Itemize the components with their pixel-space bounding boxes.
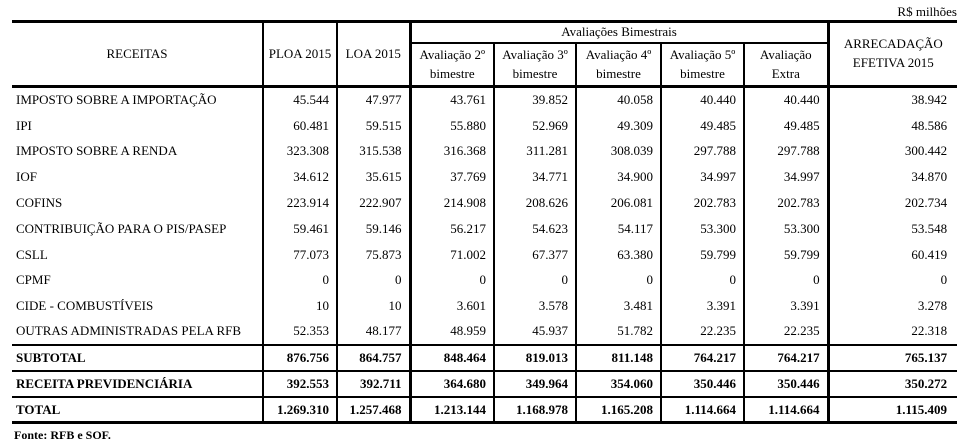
value-cell: 3.391 [744, 293, 828, 319]
value-cell: 308.039 [576, 138, 661, 164]
value-cell: 349.964 [494, 371, 576, 397]
value-cell: 222.907 [337, 190, 410, 216]
value-cell: 59.461 [263, 216, 337, 242]
value-cell: 55.880 [410, 113, 494, 139]
value-cell: 848.464 [410, 345, 494, 371]
value-cell: 1.114.664 [661, 397, 744, 423]
value-cell: 22.235 [661, 319, 744, 345]
subheader-line1: Avaliação 3º [502, 46, 568, 62]
value-cell: 40.440 [661, 87, 744, 113]
value-cell: 40.058 [576, 87, 661, 113]
value-cell: 3.481 [576, 293, 661, 319]
value-cell: 56.217 [410, 216, 494, 242]
value-cell: 37.769 [410, 164, 494, 190]
value-cell: 48.959 [410, 319, 494, 345]
value-cell: 59.799 [661, 242, 744, 268]
subheader-line1: Avaliação 4º [585, 46, 652, 62]
table-row [12, 293, 957, 319]
value-cell: 765.137 [828, 345, 957, 371]
table-row [12, 319, 957, 345]
revenue-table [12, 20, 957, 424]
header-arrecadacao-efetiva [828, 22, 957, 87]
value-cell: 297.788 [744, 138, 828, 164]
value-cell: 40.440 [744, 87, 828, 113]
table-header [12, 22, 957, 87]
header-row-group [12, 22, 957, 43]
row-label: IOF [16, 169, 37, 185]
table-row [12, 87, 957, 113]
value-cell: 764.217 [661, 345, 744, 371]
source-note: Fonte: RFB e SOF. [14, 428, 111, 443]
value-cell: 214.908 [410, 190, 494, 216]
header-arrecadacao-line2: EFETIVA 2015 [852, 55, 934, 71]
table-row [12, 190, 957, 216]
value-cell: 34.870 [828, 164, 957, 190]
value-cell: 223.914 [263, 190, 337, 216]
value-cell: 208.626 [494, 190, 576, 216]
value-cell: 300.442 [828, 138, 957, 164]
value-cell: 1.269.310 [263, 397, 337, 423]
row-label: IMPOSTO SOBRE A RENDA [16, 143, 178, 159]
value-cell: 51.782 [576, 319, 661, 345]
value-cell: 819.013 [494, 345, 576, 371]
value-cell: 60.419 [828, 242, 957, 268]
header-avaliacao-3-bimestre [494, 43, 576, 87]
value-cell: 811.148 [576, 345, 661, 371]
value-cell: 0 [661, 267, 744, 293]
value-cell: 864.757 [337, 345, 410, 371]
value-cell: 1.257.468 [337, 397, 410, 423]
value-cell: 34.997 [744, 164, 828, 190]
row-label: CSLL [16, 246, 48, 262]
subheader-line2: bimestre [512, 65, 558, 81]
value-cell: 1.213.144 [410, 397, 494, 423]
summary-row [12, 345, 957, 371]
value-cell: 350.272 [828, 371, 957, 397]
summary-row [12, 397, 957, 423]
table-row [12, 242, 957, 268]
value-cell: 0 [494, 267, 576, 293]
summary-row [12, 371, 957, 397]
value-cell: 71.002 [410, 242, 494, 268]
header-avaliacao-extra [744, 43, 828, 87]
row-label: CONTRIBUIÇÃO PARA O PIS/PASEP [16, 220, 227, 236]
row-label: IPI [16, 117, 32, 133]
subheader-line2: bimestre [680, 65, 725, 81]
value-cell: 49.485 [661, 113, 744, 139]
value-cell: 53.300 [661, 216, 744, 242]
row-label: SUBTOTAL [12, 345, 263, 371]
subheader-line2: bimestre [596, 65, 641, 81]
value-cell: 48.586 [828, 113, 957, 139]
value-cell: 59.146 [337, 216, 410, 242]
table-row [12, 113, 957, 139]
value-cell: 63.380 [576, 242, 661, 268]
header-avaliacao-4-bimestre [576, 43, 661, 87]
row-label: OUTRAS ADMINISTRADAS PELA RFB [16, 323, 242, 339]
value-cell: 53.548 [828, 216, 957, 242]
value-cell: 1.168.978 [494, 397, 576, 423]
value-cell: 392.711 [337, 371, 410, 397]
value-cell: 34.612 [263, 164, 337, 190]
value-cell: 22.318 [828, 319, 957, 345]
table-body [12, 87, 957, 423]
value-cell: 876.756 [263, 345, 337, 371]
row-label: IMPOSTO SOBRE A IMPORTAÇÃO [16, 92, 217, 108]
value-cell: 48.177 [337, 319, 410, 345]
value-cell: 1.115.409 [828, 397, 957, 423]
value-cell: 60.481 [263, 113, 337, 139]
value-cell: 3.578 [494, 293, 576, 319]
row-label: TOTAL [12, 397, 263, 423]
table-row [12, 164, 957, 190]
value-cell: 3.278 [828, 293, 957, 319]
value-cell: 59.799 [744, 242, 828, 268]
value-cell: 350.446 [744, 371, 828, 397]
value-cell: 77.073 [263, 242, 337, 268]
subheader-line2: Extra [771, 65, 800, 81]
value-cell: 54.117 [576, 216, 661, 242]
value-cell: 49.309 [576, 113, 661, 139]
value-cell: 10 [337, 293, 410, 319]
value-cell: 35.615 [337, 164, 410, 190]
value-cell: 38.942 [828, 87, 957, 113]
value-cell: 0 [410, 267, 494, 293]
value-cell: 54.623 [494, 216, 576, 242]
value-cell: 354.060 [576, 371, 661, 397]
value-cell: 0 [828, 267, 957, 293]
value-cell: 43.761 [410, 87, 494, 113]
value-cell: 34.771 [494, 164, 576, 190]
subheader-line1: Avaliação 5º [669, 46, 736, 62]
value-cell: 202.783 [744, 190, 828, 216]
value-cell: 10 [263, 293, 337, 319]
value-cell: 45.544 [263, 87, 337, 113]
value-cell: 53.300 [744, 216, 828, 242]
value-cell: 392.553 [263, 371, 337, 397]
header-arrecadacao-line1: ARRECADAÇÃO [843, 36, 943, 52]
value-cell: 34.900 [576, 164, 661, 190]
table-row [12, 138, 957, 164]
value-cell: 297.788 [661, 138, 744, 164]
value-cell: 1.114.664 [744, 397, 828, 423]
value-cell: 206.081 [576, 190, 661, 216]
value-cell: 45.937 [494, 319, 576, 345]
value-cell: 47.977 [337, 87, 410, 113]
value-cell: 764.217 [744, 345, 828, 371]
value-cell: 0 [576, 267, 661, 293]
value-cell: 311.281 [494, 138, 576, 164]
header-avaliacoes-bimestrais: Avaliações Bimestrais [410, 22, 828, 43]
value-cell: 0 [263, 267, 337, 293]
value-cell: 202.734 [828, 190, 957, 216]
subheader-line1: Avaliação 2º [419, 46, 485, 62]
value-cell: 1.165.208 [576, 397, 661, 423]
value-cell: 0 [337, 267, 410, 293]
value-cell: 67.377 [494, 242, 576, 268]
table-row [12, 267, 957, 293]
unit-label: R$ milhões [897, 4, 957, 19]
value-cell: 3.391 [661, 293, 744, 319]
header-ploa-2015: PLOA 2015 [263, 22, 337, 87]
value-cell: 22.235 [744, 319, 828, 345]
value-cell: 350.446 [661, 371, 744, 397]
value-cell: 323.308 [263, 138, 337, 164]
subheader-line2: bimestre [429, 65, 475, 81]
row-label: CPMF [16, 272, 51, 288]
row-label: COFINS [16, 194, 63, 210]
value-cell: 315.538 [337, 138, 410, 164]
value-cell: 75.873 [337, 242, 410, 268]
value-cell: 59.515 [337, 113, 410, 139]
value-cell: 202.783 [661, 190, 744, 216]
header-loa-2015: LOA 2015 [337, 22, 410, 87]
value-cell: 52.969 [494, 113, 576, 139]
table-row [12, 216, 957, 242]
value-cell: 34.997 [661, 164, 744, 190]
row-label: CIDE - COMBUSTÍVEIS [16, 298, 154, 314]
value-cell: 316.368 [410, 138, 494, 164]
value-cell: 3.601 [410, 293, 494, 319]
subheader-line1: Avaliação [759, 46, 812, 62]
value-cell: 364.680 [410, 371, 494, 397]
value-cell: 39.852 [494, 87, 576, 113]
header-avaliacao-5-bimestre [661, 43, 744, 87]
header-avaliacao-2-bimestre [410, 43, 494, 87]
value-cell: 52.353 [263, 319, 337, 345]
row-label: RECEITA PREVIDENCIÁRIA [12, 371, 263, 397]
value-cell: 49.485 [744, 113, 828, 139]
header-receitas: RECEITAS [12, 22, 263, 87]
value-cell: 0 [744, 267, 828, 293]
